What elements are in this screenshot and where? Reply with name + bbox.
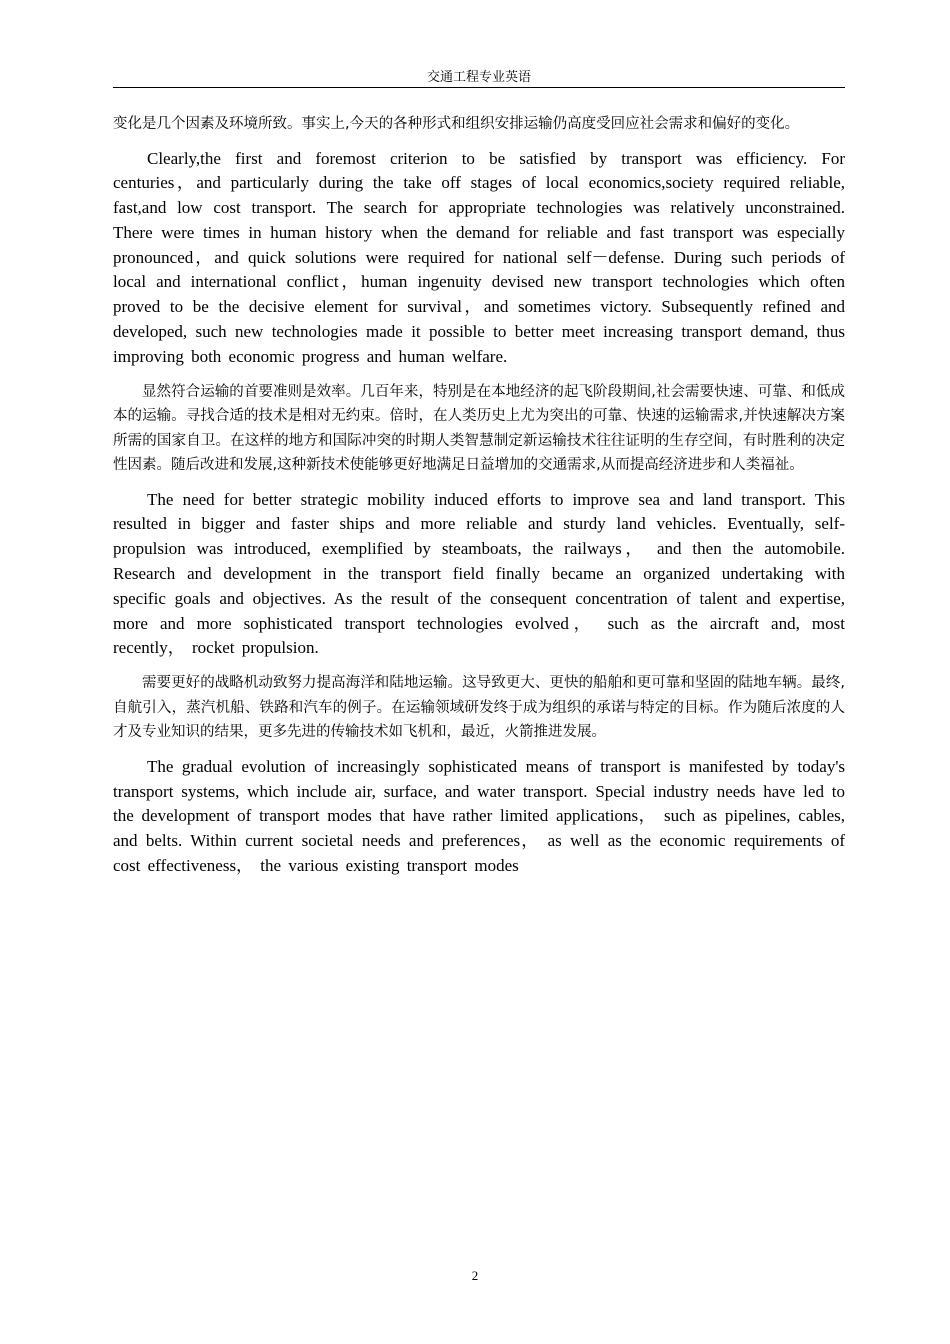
paragraph-chinese-3: 需要更好的战略机动致努力提高海洋和陆地运输。这导致更大、更快的船舶和更可靠和坚固的陆地车辆。最终,自航引入，蒸汽机船、铁路和汽车的例子。在运输领域研发终于成为组织的承诺与特定的目标。作为随后浓度的人才及专业知识的结果，更多先进的传输技术如飞机和，最近，火箭推进发展。: [113, 675, 845, 741]
page-header: 交通工程专业英语: [113, 66, 845, 88]
paragraph-english-3: The gradual evolution of increasingly sophisticated means of transport is manifested by today's transport systems, which include air, surface, and water transport. Special industry needs have led to the development of transport modes that have rather limited applications， such as pipelines, cables, and belts. Within current societal needs and preferences， as well as the economic requirements of cost effectiveness， the various existing transport modes: [113, 756, 845, 875]
paragraph-english-2: The need for better strategic mobility induced efforts to improve sea and land transport. This resulted in bigger and faster ships and more reliable and sturdy land vehicles. Eventually, self-propulsion was introduced, exemplified by steamboats, the railways， and then the automobile. Research and development in the transport field finally became an organized undertaking with specific goals and objectives. As the result of the consequent concentration of talent and expertise, more and more sophisticated transport technologies evolved， such as the aircraft and, most recently， rocket propulsion.: [113, 489, 845, 658]
paragraph-english-1: Clearly,the first and foremost criterion to be satisfied by transport was efficiency. For centuries，and particularly during the take off stages of local economics,society required reliable, fast,and low cost transport. The search for appropriate technologies was relatively unconstrained. There were times in human history when the demand for reliable and fast transport was especially pronounced，and quick solutions were required for national self－defense. During such periods of local and international conflict，human ingenuity devised new transport technologies which often proved to be the decisive element for survival，and sometimes victory. Subsequently refined and developed, such new technologies made it possible to better meet increasing transport demand, thus improving both economic progress and human welfare.: [113, 148, 845, 366]
paragraph-chinese-1: 变化是几个因素及环境所致。事实上,今天的各种形式和组织安排运输仍高度受回应社会需求和偏好的变化。: [113, 116, 800, 132]
page-number: 2: [471, 1268, 479, 1283]
paragraph-chinese-2: 显然符合运输的首要准则是效率。几百年来，特别是在本地经济的起飞阶段期间,社会需要快速、可靠、和低成本的运输。寻找合适的技术是相对无约束。倍时，在人类历史上尤为突出的可靠、快速的运输需求,并快速解决方案所需的国家自卫。在这样的地方和国际冲突的时期人类智慧制定新运输技术往往证明的生存空间，有时胜利的决定性因素。随后改进和发展,这种新技术使能够更好地满足日益增加的交通需求,从而提高经济进步和人类福祉。: [113, 383, 845, 474]
document-body: [113, 112, 845, 889]
